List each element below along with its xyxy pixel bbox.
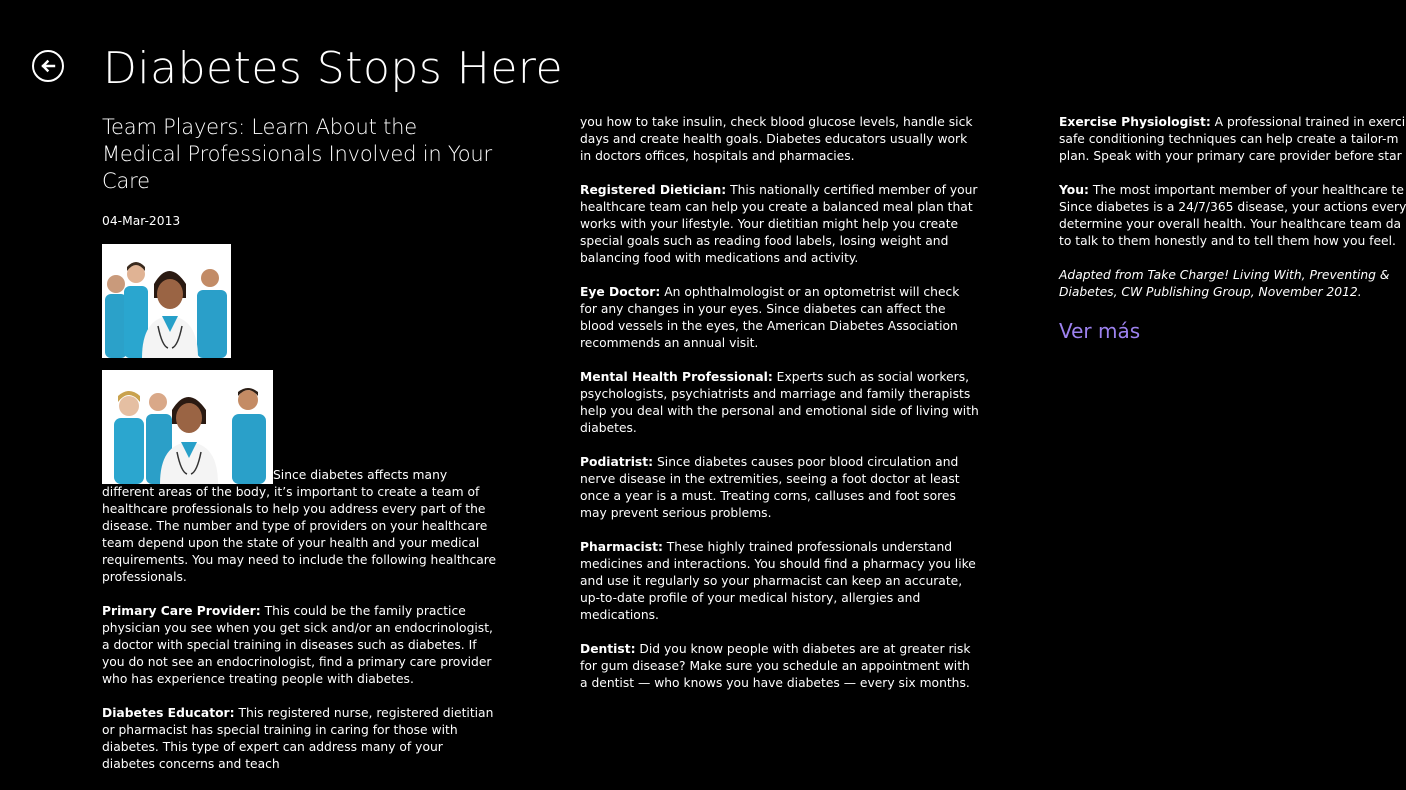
section-you bbox=[1059, 182, 1406, 250]
section-text: to talk to them honestly and to tell them how you feel. bbox=[1059, 234, 1396, 248]
article-title: Team Players: Learn About the Medical Professionals Involved in Your Care bbox=[102, 115, 492, 193]
section-text: An ophthalmologist or an optometrist will check for any changes in your eyes. Since diabetes can affect the blood vessels in the eyes, the American Diabetes Association recommends an annual visit. bbox=[580, 285, 960, 350]
section-text: Did you know people with diabetes are at greater risk for gum disease? Make sure you schedule an appointment with a dentist — who knows you have diabetes — every six months. bbox=[580, 642, 971, 690]
section-text: safe conditioning techniques can help create a tailor-m bbox=[1059, 132, 1399, 146]
article-date: 04-Mar-2013 bbox=[102, 214, 181, 228]
section-label: Eye Doctor: bbox=[580, 285, 661, 299]
section-label: Registered Dietician: bbox=[580, 183, 727, 197]
intro-text: Since diabetes affects many different areas of the body, it’s important to create a team of healthcare professionals to help you address every part of the disease. The number and type of providers on your healthcare team depend upon the state of your health and your medical requirements. You may need to include the following healthcare professionals. bbox=[102, 468, 497, 584]
section-podiatrist bbox=[580, 454, 980, 522]
app-title: Diabetes Stops Here bbox=[103, 43, 564, 94]
section-pharmacist bbox=[580, 539, 980, 624]
section-text: Experts such as social workers, psychologists, psychiatrists and marriage and family therapists help you deal with the personal and emotional side of living with diabetes. bbox=[580, 370, 979, 435]
article-column-1 bbox=[102, 114, 497, 790]
section-text: These highly trained professionals understand medicines and interactions. You should find a pharmacy you like and use it regularly so your pharmacist can keep an accurate, up-to-date profile of your medical history, allergies and medications. bbox=[580, 540, 976, 622]
section-text: Since diabetes is a 24/7/365 disease, your actions every bbox=[1059, 200, 1406, 214]
article-column-3 bbox=[1059, 114, 1406, 344]
article-column-2 bbox=[580, 114, 980, 709]
section-educator-continued bbox=[580, 114, 980, 165]
section-text: A professional trained in exerci bbox=[1210, 115, 1406, 129]
section-text: This nationally certified member of your healthcare team can help you create a balanced meal plan that works with your lifestyle. Your dietitian might help you create special goals such as reading food labels, losing weight and balancing food with medications and activity. bbox=[580, 183, 978, 265]
section-label: Primary Care Provider: bbox=[102, 604, 261, 618]
intro-paragraph bbox=[102, 370, 497, 586]
section-label: Exercise Physiologist: bbox=[1059, 115, 1211, 129]
section-eye-doctor bbox=[580, 284, 980, 352]
ver-mas-link[interactable]: Ver más bbox=[1059, 319, 1141, 343]
section-text: This could be the family practice physician you see when you get sick and/or an endocrinologist, a doctor with special training in diseases such as diabetes. If you do not see an endocrinologist, find a primary care provider who has experience treating people with diabetes. bbox=[102, 604, 493, 686]
medical-team-photo-wide bbox=[102, 370, 273, 484]
section-label: You: bbox=[1059, 183, 1089, 197]
section-text: plan. Speak with your primary care provider before star bbox=[1059, 149, 1402, 163]
section-primary-care bbox=[102, 603, 497, 688]
section-label: Dentist: bbox=[580, 642, 636, 656]
section-dentist bbox=[580, 641, 980, 692]
source-text: Adapted from Take Charge! Living With, Preventing & bbox=[1059, 268, 1390, 282]
arrow-left-icon bbox=[38, 56, 58, 76]
article-source bbox=[1059, 267, 1389, 301]
section-text: determine your overall health. Your healthcare team da bbox=[1059, 217, 1402, 231]
section-exercise-physiologist bbox=[1059, 114, 1406, 165]
section-label: Diabetes Educator: bbox=[102, 706, 235, 720]
section-label: Mental Health Professional: bbox=[580, 370, 773, 384]
section-mental-health bbox=[580, 369, 980, 437]
section-dietician bbox=[580, 182, 980, 267]
section-text: This registered nurse, registered dietitian or pharmacist has special training in caring for those with diabetes. This type of expert can address many of your diabetes concerns and teach bbox=[102, 706, 494, 771]
section-text: Since diabetes causes poor blood circulation and nerve disease in the extremities, seeing a foot doctor at least once a year is a must. Treating corns, calluses and foot sores may prevent serious problems. bbox=[580, 455, 960, 520]
section-label: Pharmacist: bbox=[580, 540, 663, 554]
section-text: you how to take insulin, check blood glucose levels, handle sick days and create health goals. Diabetes educators usually work in doctors offices, hospitals and pharmacies. bbox=[580, 115, 973, 163]
section-text: The most important member of your healthcare te bbox=[1088, 183, 1404, 197]
medical-team-photo bbox=[102, 244, 231, 358]
back-button[interactable] bbox=[32, 50, 64, 82]
source-text: Diabetes, CW Publishing Group, November 2012. bbox=[1059, 285, 1362, 299]
section-diabetes-educator bbox=[102, 705, 497, 773]
section-label: Podiatrist: bbox=[580, 455, 654, 469]
